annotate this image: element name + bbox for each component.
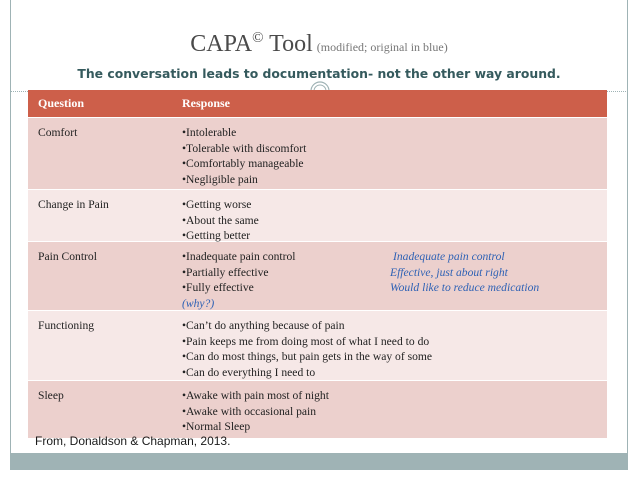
response-line: [182, 249, 607, 265]
slide-subtitle: The conversation leads to documentation- not the other way around.: [77, 66, 561, 81]
question-cell: Sleep: [38, 389, 64, 402]
title-capa: CAPA: [190, 31, 253, 57]
response-line: •Can’t do anything because of pain: [182, 319, 345, 332]
response-line: •Intolerable: [182, 126, 237, 139]
original-response: Would like to reduce medication: [390, 281, 540, 294]
response-line: •Comfortably manageable: [182, 157, 304, 170]
question-cell: Functioning: [38, 319, 95, 332]
title-note: (modified; original in blue): [316, 40, 448, 54]
response-cell: [179, 190, 607, 241]
slide-title: [0, 30, 638, 58]
table-row: [28, 311, 607, 381]
header-response: Response: [182, 96, 231, 110]
response-cell: [179, 381, 607, 438]
response-line: •About the same: [182, 213, 259, 227]
response-line: [182, 280, 607, 296]
response-line: •Can do everything I need to: [182, 365, 316, 379]
table-row: [28, 118, 607, 190]
table-row: [28, 190, 607, 242]
response-line: •Getting better: [182, 229, 251, 242]
response-line: •Getting worse: [182, 198, 252, 211]
response-line: •Negligible pain: [182, 172, 258, 186]
response-text: •Partially effective: [182, 265, 269, 279]
response-cell: [179, 118, 607, 189]
response-text: •Fully effective: [182, 281, 254, 294]
header-question: Question: [38, 96, 85, 110]
citation: From, Donaldson & Chapman, 2013.: [35, 434, 231, 448]
table-row: [28, 242, 607, 311]
response-line: •Pain keeps me from doing most of what I need to do: [182, 334, 430, 348]
table-header-row: [28, 90, 607, 118]
response-cell: [179, 242, 607, 310]
response-line: •Awake with occasional pain: [182, 404, 317, 418]
response-line: [182, 265, 607, 281]
capa-table: [28, 90, 607, 438]
response-cell: [179, 311, 607, 380]
footer-bar: [10, 453, 628, 470]
response-line: •Tolerable with discomfort: [182, 141, 307, 155]
original-response: Inadequate pain control: [393, 250, 505, 263]
response-line: •Can do most things, but pain gets in the way of some: [182, 350, 433, 363]
response-text: •Inadequate pain control: [182, 250, 296, 263]
question-cell: Pain Control: [38, 250, 97, 263]
original-response: Effective, just about right: [390, 265, 508, 279]
response-line: •Awake with pain most of night: [182, 389, 329, 402]
title-copyright: ©: [252, 30, 264, 46]
question-cell: Change in Pain: [38, 198, 109, 211]
title-tool: Tool: [263, 31, 313, 57]
why-note: (why?): [182, 296, 215, 310]
question-cell: Comfort: [38, 126, 78, 139]
table-row: [28, 381, 607, 438]
response-line: •Normal Sleep: [182, 420, 251, 433]
